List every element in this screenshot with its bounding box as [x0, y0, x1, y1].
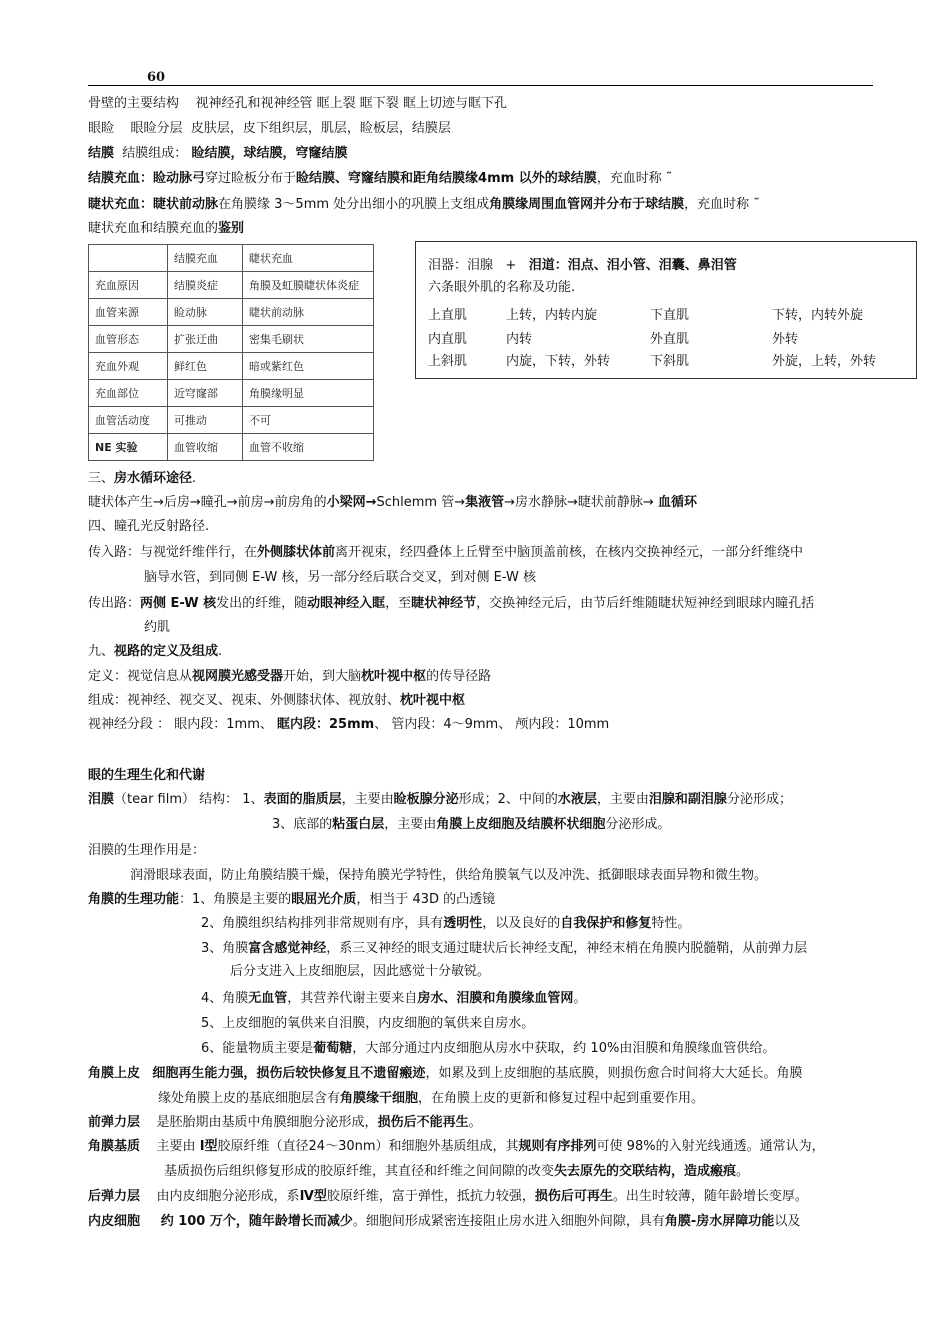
cornea-function-2: 2、角膜组织结构排列非常规则有序，具有透明性，以及良好的自我保护和修复特性。	[201, 916, 691, 931]
table-row: 血管形态 扩张迂曲 密集毛刷状	[89, 326, 374, 353]
section-aqueous-title: 三、房水循环途径.	[88, 471, 197, 486]
cornea-function-5: 5、上皮细胞的氧供来自泪膜，内皮细胞的氧供来自房水。	[201, 1016, 535, 1031]
muscle-function: 下转，内转外旋	[772, 308, 864, 323]
conjunctival-congestion-line: 结膜充血：睑动脉弓穿过睑板分布于睑结膜、穹窿结膜和距角结膜缘4mm 以外的球结膜，充血时称 ˜	[88, 171, 673, 186]
differentiation-title: 睫状充血和结膜充血的鉴别	[88, 221, 245, 236]
cornea-function-6: 6、能量物质主要是葡萄糖，大部分通过内皮细胞从房水中获取，约 10%由泪膜和角膜缘血管供给。	[201, 1041, 776, 1056]
tear-function-title: 泪膜的生理作用是：	[88, 843, 206, 858]
conjunctiva-line: 结膜 结膜组成： 睑结膜，球结膜，穹窿结膜	[88, 146, 348, 161]
muscle-name: 外直肌	[650, 332, 690, 347]
afferent-path-line2: 脑导水管，到同侧 E-W 核，另一部分经后联合交叉，到对侧 E-W 核	[144, 570, 536, 585]
muscles-heading: 六条眼外肌的名称及功能.	[428, 280, 576, 295]
lacrimal-muscles-box	[415, 241, 917, 379]
physiology-heading: 眼的生理生化和代谢	[88, 768, 206, 783]
table-header-row: 结膜充血 睫状充血	[89, 245, 374, 272]
section-pupil-title: 四、瞳孔光反射路径.	[88, 519, 210, 534]
table-row: 充血部位 近穹窿部 角膜缘明显	[89, 380, 374, 407]
epithelium-line2: 缘处角膜上皮的基底细胞层含有角膜缘干细胞，在角膜上皮的更新和修复过程中起到重要作用。	[158, 1091, 705, 1106]
congestion-comparison-table	[88, 244, 374, 461]
optic-nerve-segments: 视神经分段 ： 眼内段：1mm、 眶内段：25mm、 管内段：4～9mm、 颅内段：10mm	[88, 717, 610, 732]
efferent-path-line1: 传出路：两侧 E-W 核发出的纤维，随动眼神经入眶，至睫状神经节，交换神经元后，由节后纤维随睫状短神经到眼球内瞳孔括	[88, 596, 815, 611]
cornea-function-3b: 后分支进入上皮细胞层，因此感觉十分敏锐。	[230, 964, 491, 979]
aqueous-pathway: 睫状体产生→后房→瞳孔→前房→前房角的小梁网→Schlemm 管→集液管→房水静脉→睫状前静脉→ 血循环	[88, 495, 697, 510]
muscle-name: 上斜肌	[428, 354, 468, 369]
eyelid-line: 眼睑 眼睑分层 皮肤层，皮下组织层，肌层，睑板层，结膜层	[88, 121, 451, 136]
muscle-name: 上直肌	[428, 308, 468, 323]
bowman-layer-line: 前弹力层 是胚胎期由基质中角膜细胞分泌形成，损伤后不能再生。	[88, 1115, 482, 1130]
muscle-function: 上转，内转内旋	[506, 308, 598, 323]
section-visual-path-title: 九、视路的定义及组成.	[88, 644, 223, 659]
descemet-line: 后弹力层 由内皮细胞分泌形成，系Ⅳ型胶原纤维，富于弹性，抵抗力较强，损伤后可再生。出生时较薄，随年龄增长变厚。	[88, 1189, 808, 1204]
lacrimal-line: 泪器：泪腺 + 泪道：泪点、泪小管、泪囊、鼻泪管	[428, 258, 737, 273]
visual-path-definition: 定义：视觉信息从视网膜光感受器开始，到大脑枕叶视中枢的传导径路	[88, 669, 492, 684]
endothelium-line: 内皮细胞 约 100 万个，随年龄增长而减少。细胞间形成紧密连接阻止房水进入细胞外间隙，具有角膜-房水屏障功能以及	[88, 1214, 801, 1229]
header-rule	[88, 85, 873, 86]
table-row: 充血外观 鲜红色 暗或紫红色	[89, 353, 374, 380]
table-row: 充血原因 结膜炎症 角膜及虹膜睫状体炎症	[89, 272, 374, 299]
orbit-wall-line: 骨壁的主要结构 视神经孔和视神经管 眶上裂 眶下裂 眶上切迹与眶下孔	[88, 96, 507, 111]
stroma-line1: 角膜基质 主要由 Ⅰ型胶原纤维（直径24～30nm）和细胞外基质组成，其规则有序排列可使 98%的入射光线通透。通常认为，	[88, 1139, 825, 1154]
muscle-function: 内旋，下转，外转	[506, 354, 611, 369]
page-number: 60	[147, 70, 166, 85]
afferent-path-line1: 传入路：与视觉纤维伴行，在外侧膝状体前离开视束，经四叠体上丘臂至中脑顶盖前核，在核内交换神经元，一部分纤维绕中	[88, 545, 804, 560]
cornea-function-3: 3、角膜富含感觉神经，系三叉神经的眼支通过睫状后长神经支配，神经末梢在角膜内脱髓鞘，从前弹力层	[201, 941, 808, 956]
table-row: NE 实验 血管收缩 血管不收缩	[89, 434, 374, 461]
muscle-name: 内直肌	[428, 332, 468, 347]
muscle-name: 下直肌	[650, 308, 690, 323]
table-row: 血管来源 睑动脉 睫状前动脉	[89, 299, 374, 326]
muscle-function: 外旋，上转，外转	[772, 354, 877, 369]
table-row: 血管活动度 可推动 不可	[89, 407, 374, 434]
muscle-function: 内转	[506, 332, 533, 347]
cornea-function-4: 4、角膜无血管，其营养代谢主要来自房水、泪膜和角膜缘血管网。	[201, 991, 587, 1006]
tear-film-line1: 泪膜（tear film） 结构： 1、表面的脂质层，主要由睑板腺分泌形成；2、中间的水液层，主要由泪腺和副泪腺分泌形成；	[88, 792, 792, 807]
cornea-function-1: 角膜的生理功能：1、角膜是主要的眼屈光介质，相当于 43D 的凸透镜	[88, 892, 496, 907]
muscle-function: 外转	[772, 332, 799, 347]
tear-function-text: 润滑眼球表面，防止角膜结膜干燥，保持角膜光学特性，供给角膜氧气以及冲洗、抵御眼球表面异物和微生物。	[130, 868, 768, 883]
tear-film-line2: 3、底部的粘蛋白层，主要由角膜上皮细胞及结膜杯状细胞分泌形成。	[272, 817, 671, 832]
epithelium-line1: 角膜上皮 细胞再生能力强，损伤后较快修复且不遗留瘢迹，如累及到上皮细胞的基底膜，则损伤愈合时间将大大延长。角膜	[88, 1066, 803, 1081]
muscle-name: 下斜肌	[650, 354, 690, 369]
efferent-path-line2: 约肌	[144, 620, 171, 635]
stroma-line2: 基质损伤后组织修复形成的胶原纤维，其直径和纤维之间间隙的改变失去原先的交联结构，造成瘢痕。	[164, 1164, 750, 1179]
visual-path-composition: 组成：视神经、视交叉、视束、外侧膝状体、视放射、枕叶视中枢	[88, 693, 466, 708]
ciliary-congestion-line: 睫状充血：睫状前动脉在角膜缘 3～5mm 处分出细小的巩膜上支组成角膜缘周围血管网并分布于球结膜，充血时称 ˜	[88, 197, 760, 212]
